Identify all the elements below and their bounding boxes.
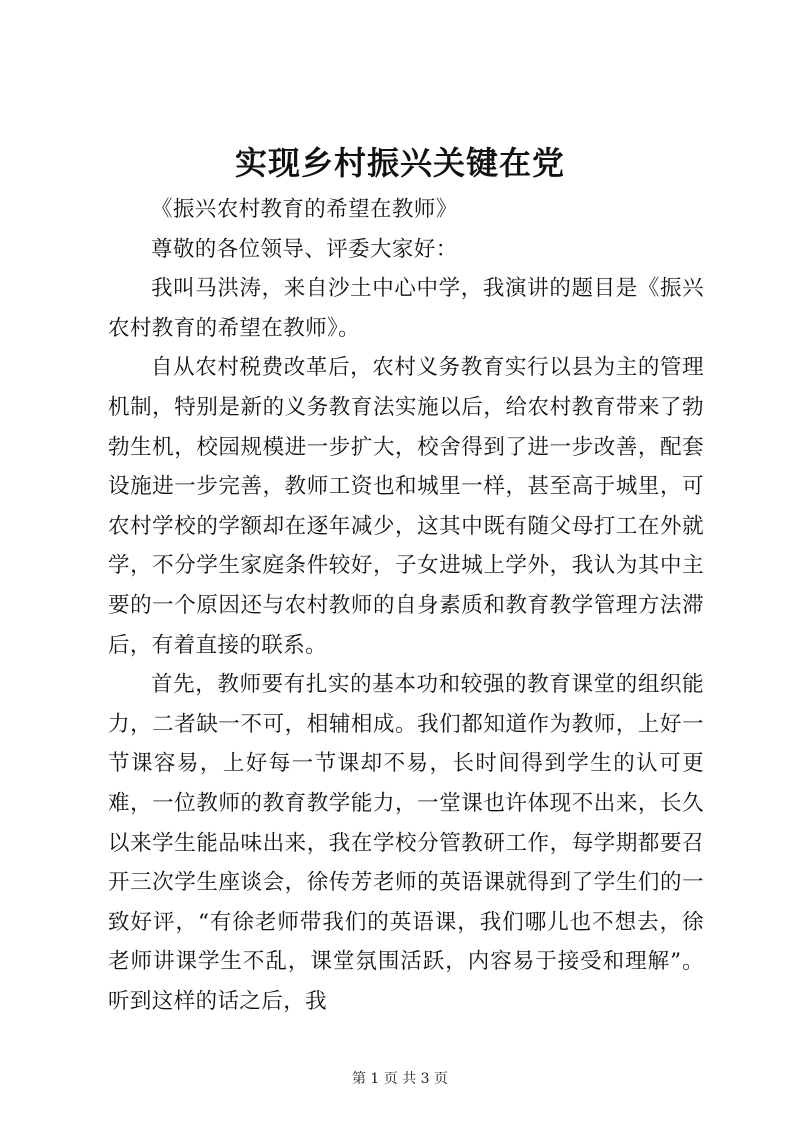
intro-paragraph: 我叫马洪涛，来自沙土中心中学，我演讲的题目是《振兴农村教育的希望在教师》。 xyxy=(108,276,704,341)
document-title: 实现乡村振兴关键在党 xyxy=(234,144,565,182)
body-paragraph: 首先，教师要有扎实的基本功和较强的教育课堂的组织能力，二者缺一不可，相辅相成。我们都知道作为教师，上好一节课容易，上好每一节课却不易，长时间得到学生的认可更难，一位教师的教育教学能力，一堂课也许体现不出来，长久以来学生能品味出来，我在学校分管教研工作，每学期都要召开三次学生座谈会，徐传芳老师的英语课就得到了学生们的一致好评，“有徐老师带我们的英语课，我们哪儿也不想去，徐老师讲课学生不乱，课堂氛围活跃，内容易于接受和理解”。听到这样的话之后，我 xyxy=(108,672,704,1014)
document-body xyxy=(108,190,704,1021)
body-paragraph: 自从农村税费改革后，农村义务教育实行以县为主的管理机制，特别是新的义务教育法实施以后，给农村教育带来了勃勃生机，校园规模进一步扩大，校舍得到了进一步改善，配套设施进一步完善，教师工资也和城里一样，甚至高于城里，可农村学校的学额却在逐年减少，这其中既有随父母打工在外就学，不分学生家庭条件较好，子女进城上学外，我认为其中主要的一个原因还与农村教师的自身素质和教育教学管理方法滞后，有着直接的联系。 xyxy=(108,355,704,658)
subtitle-paragraph: 《振兴农村教育的希望在教师》 xyxy=(151,197,458,222)
greeting-paragraph: 尊敬的各位领导、评委大家好： xyxy=(151,236,458,262)
page-footer: 第 1 页 共 3 页 xyxy=(351,1071,449,1087)
